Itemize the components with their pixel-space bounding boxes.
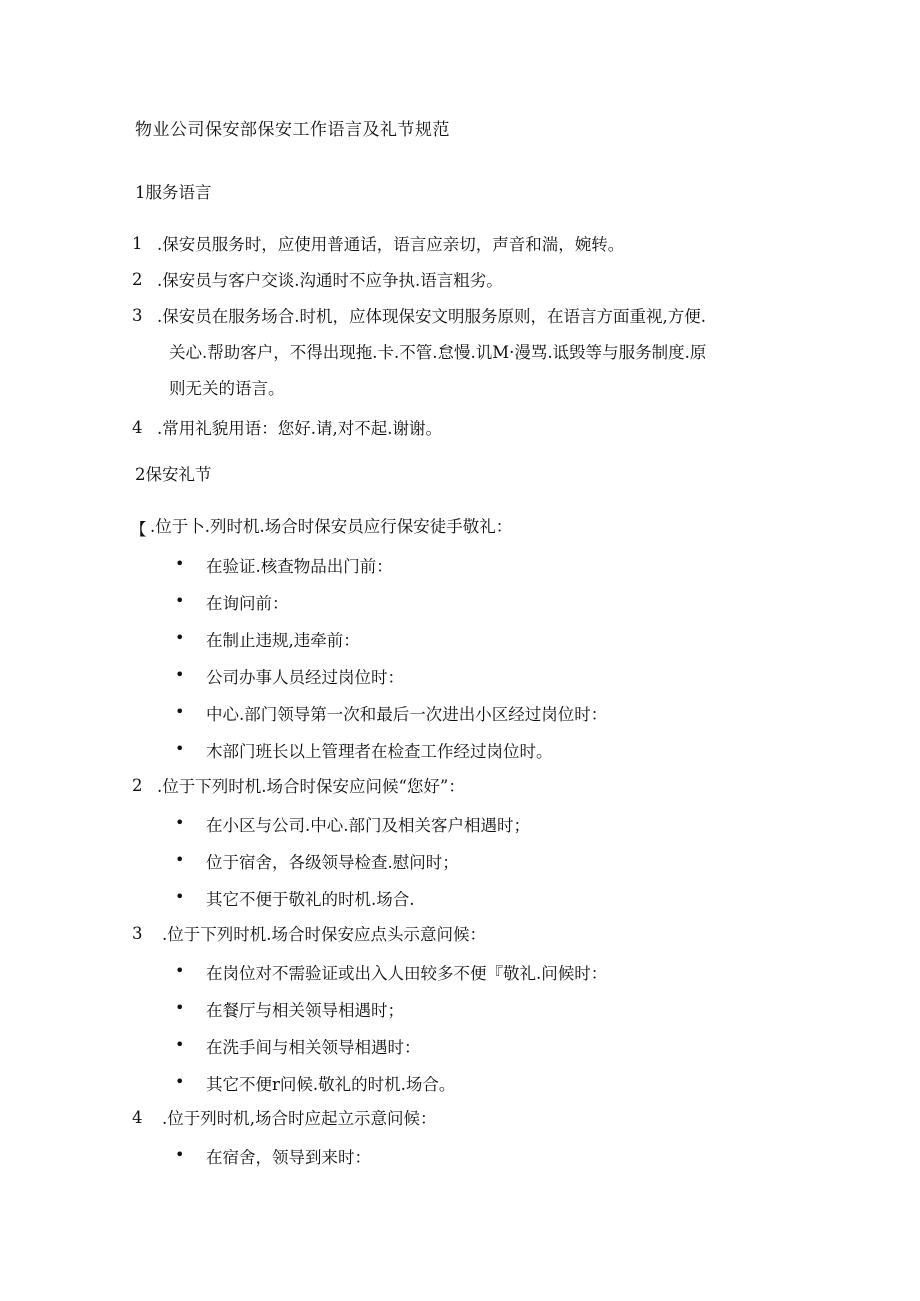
bullet-icon: • <box>175 591 185 610</box>
s2-group-1-bullet-3: 在制止违规,违牵前： <box>206 631 360 650</box>
s2-group-3-bullet-3: 在洗手间与相关领导相遇时： <box>206 1038 421 1057</box>
s2-group-3-bullet-4: 其它不便r问候.敬礼的时机.场合。 <box>206 1075 456 1094</box>
s2-group-3-text: .位于下列时机.场合时保安应点头示意问候： <box>162 925 486 944</box>
bullet-icon: • <box>175 702 185 721</box>
s2-group-1-number: 【 <box>130 520 147 539</box>
s1-item-4-text: .常用礼貌用语：您好.请,对不起.谢谢。 <box>157 419 442 438</box>
s2-group-2-number: 2 <box>132 776 143 795</box>
s1-item-3-line-1: .保安员在服务场合.时机，应体现保安文明服务原则，在语言方面重视,方便. <box>157 307 706 326</box>
bullet-icon: • <box>175 961 185 980</box>
s2-group-1-bullet-4: 公司办事人员经过岗位时： <box>206 668 404 687</box>
s1-item-3-number: 3 <box>132 306 143 325</box>
s1-item-1-number: 1 <box>132 234 143 253</box>
bullet-icon: • <box>175 1145 185 1164</box>
s1-item-4-number: 4 <box>132 418 143 437</box>
page-title: 物业公司保安部保安工作语言及礼节规范 <box>135 120 450 140</box>
s1-item-3-text <box>157 299 797 407</box>
s2-group-1-bullet-6: 木部门班长以上管理者在检查工作经过岗位时。 <box>206 742 553 761</box>
bullet-icon: • <box>175 1035 185 1054</box>
s2-group-1-bullet-5: 中心.部门领导第一次和最后一次进出小区经过岗位时： <box>206 705 608 724</box>
bullet-icon: • <box>175 554 185 573</box>
section-1-heading: 1服务语言 <box>135 183 212 202</box>
s1-item-3-line-2: 关心.帮助客户，不得出现拖.卡.不管.怠慢.讥M·漫骂.诋毁等与服务制度.原 <box>169 343 707 362</box>
bullet-icon: • <box>175 887 185 906</box>
bullet-icon: • <box>175 813 185 832</box>
s1-item-1-text: .保安员服务时，应使用普通话，语言应亲切，声音和湍，婉转。 <box>157 235 625 254</box>
bullet-icon: • <box>175 998 185 1017</box>
s2-group-3-bullet-1: 在岗位对不需验证或出入人田较多不便『敬礼.问候时： <box>206 964 608 983</box>
s1-item-2-text: .保安员与客户交谈.沟通时不应争执.语言粗劣。 <box>157 271 503 290</box>
s2-group-4-text: .位于列时机,场合时应起立示意问候： <box>162 1109 437 1128</box>
s2-group-2-bullet-1: 在小区与公司.中心.部门及相关客户相遇时； <box>206 816 530 835</box>
s2-group-4-number: 4 <box>132 1108 143 1127</box>
bullet-icon: • <box>175 739 185 758</box>
s2-group-1-text: .位于卜.列时机.场合时保安员应行保安徒手敬礼： <box>150 517 513 536</box>
s2-group-3-bullet-2: 在餐厅与相关领导相遇时； <box>206 1001 404 1020</box>
s2-group-1-bullet-1: 在验证.核查物品出门前： <box>206 557 393 576</box>
bullet-icon: • <box>175 665 185 684</box>
s2-group-2-text: .位于下列时机.场合时保安应问候“您好”： <box>157 777 465 796</box>
s1-item-3-line-3: 则无关的语言。 <box>169 379 285 398</box>
bullet-icon: • <box>175 1072 185 1091</box>
s2-group-3-number: 3 <box>132 924 143 943</box>
s1-item-2-number: 2 <box>132 270 143 289</box>
section-2-heading: 2保安礼节 <box>135 465 212 484</box>
s2-group-2-bullet-3: 其它不便于敬礼的时机.场合. <box>206 890 415 909</box>
s2-group-1-bullet-2: 在询问前： <box>206 594 289 613</box>
s2-group-2-bullet-2: 位于宿舍，各级领导检查.慰问时； <box>206 853 459 872</box>
bullet-icon: • <box>175 628 185 647</box>
bullet-icon: • <box>175 850 185 869</box>
s2-group-4-bullet-1: 在宿舍，领导到来时： <box>206 1148 371 1167</box>
